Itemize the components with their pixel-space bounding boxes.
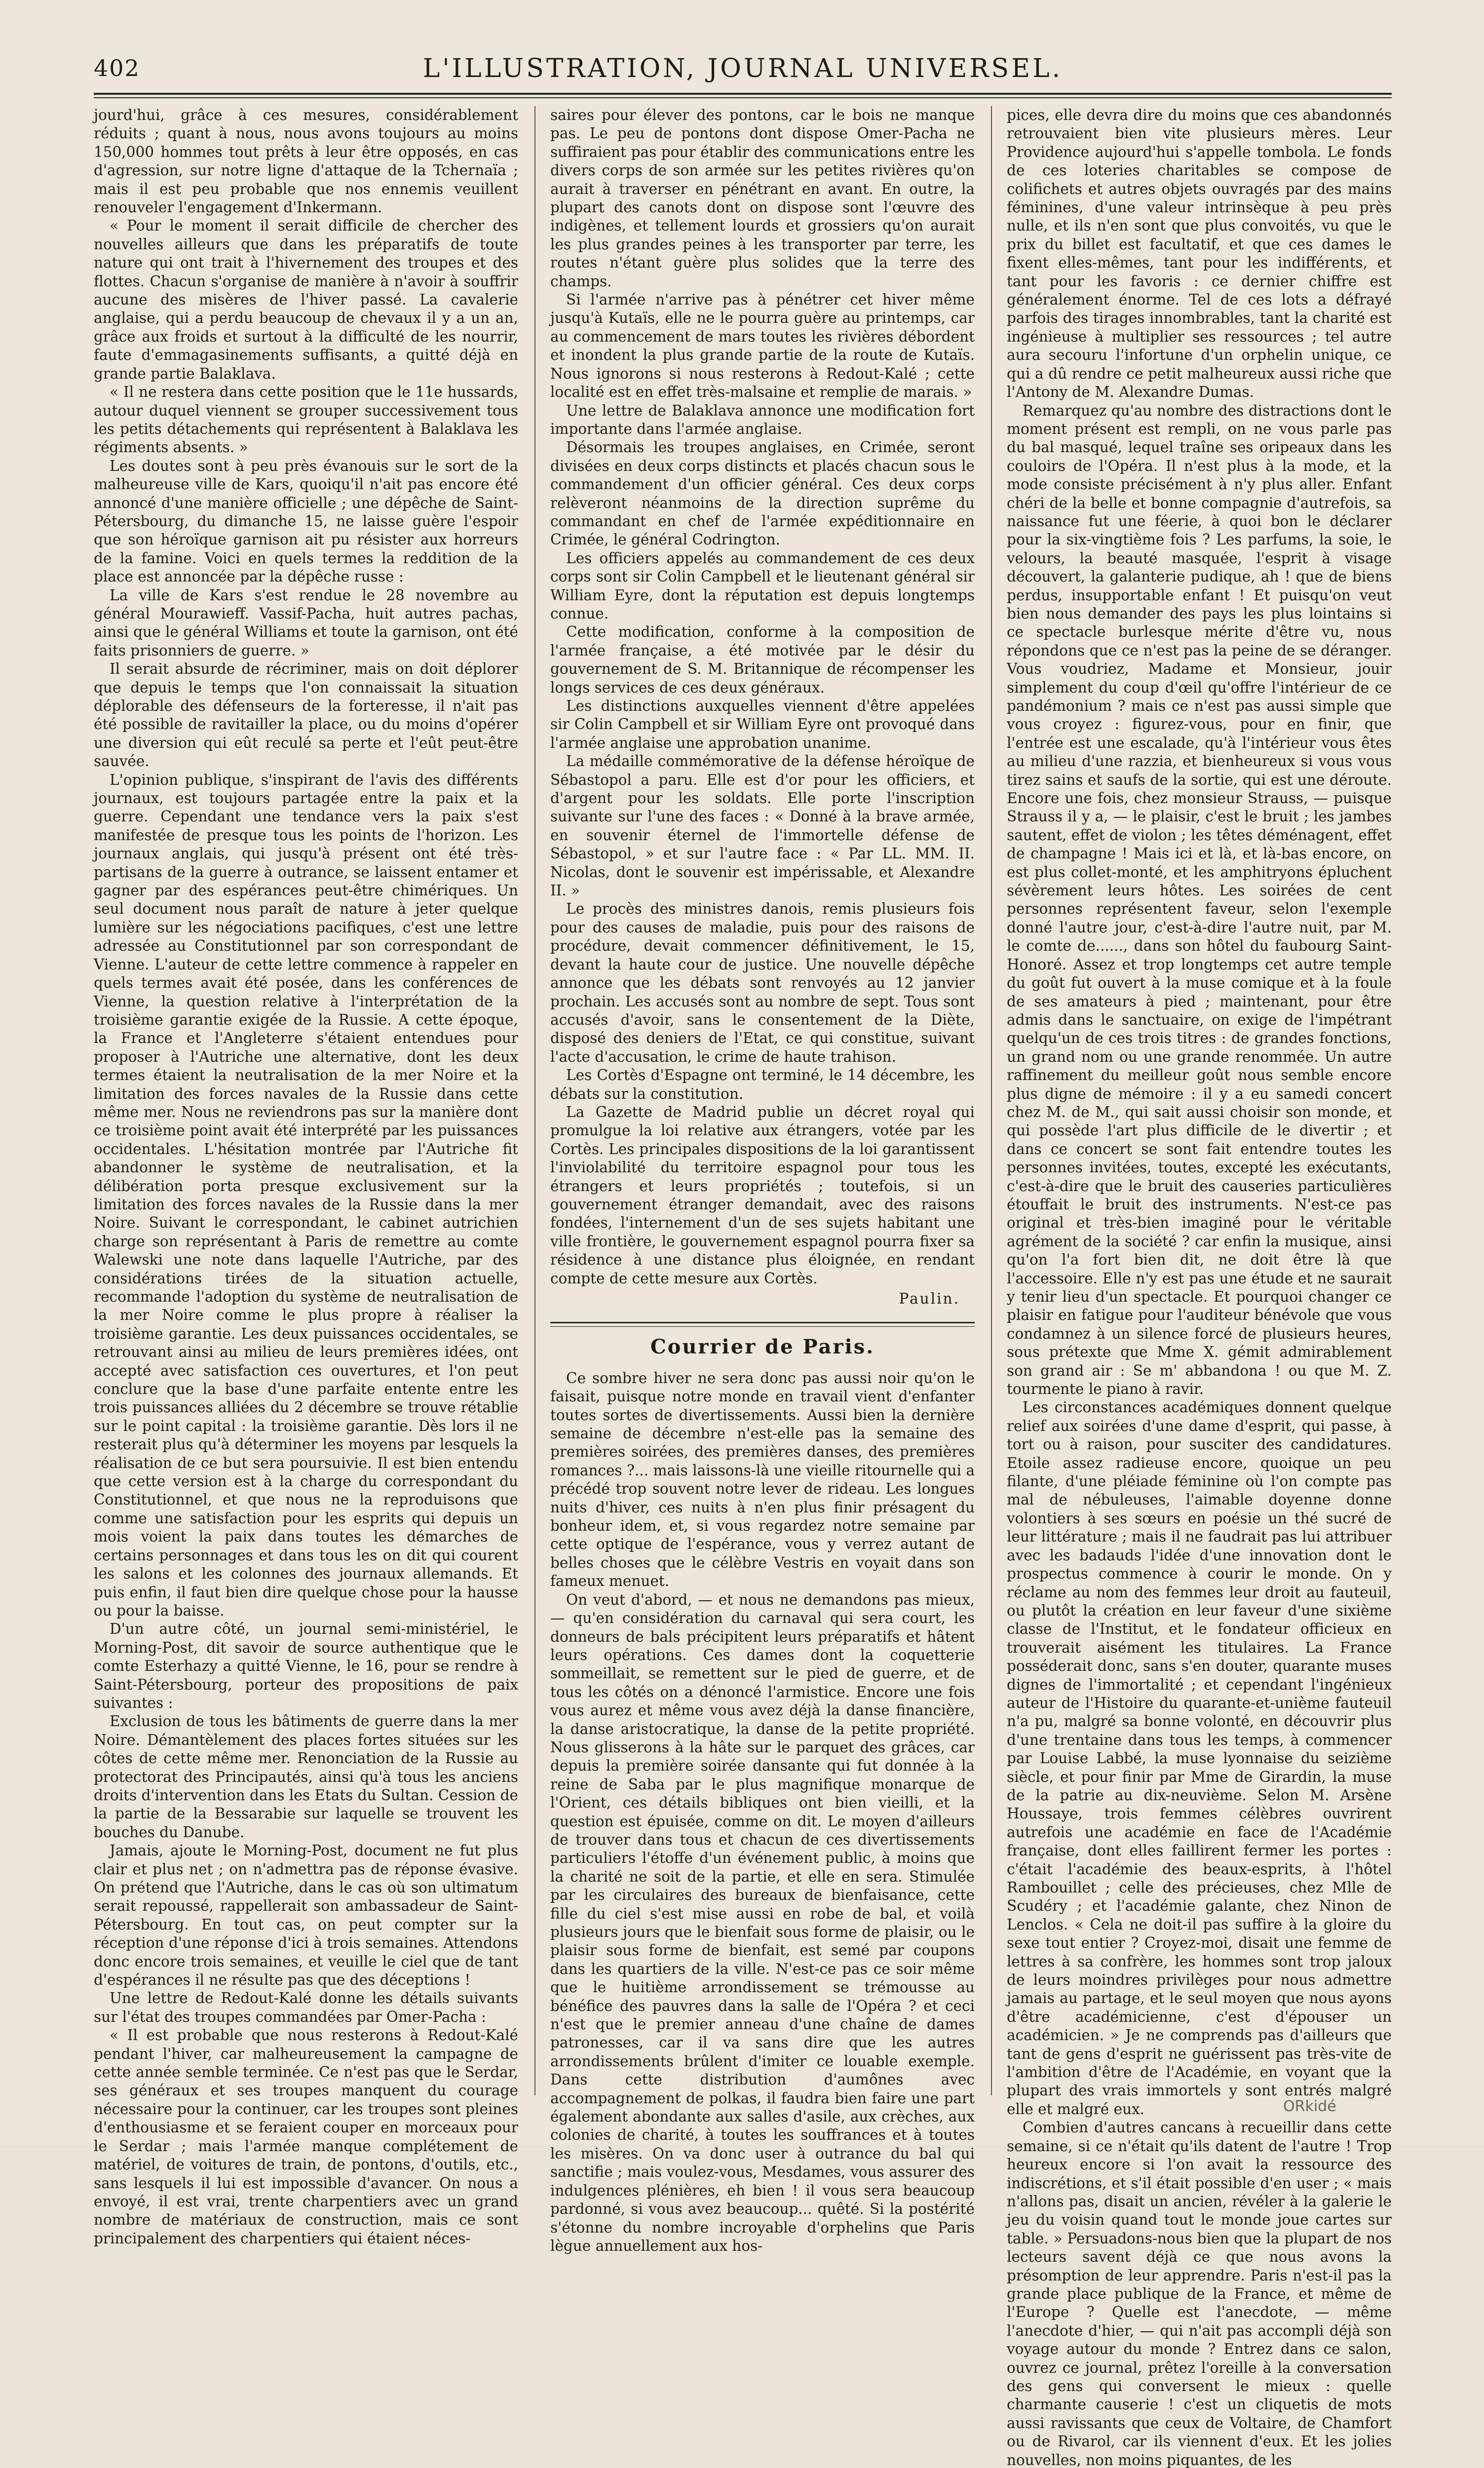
paragraph: Remarquez qu'au nombre des distractions dont le moment présent est rempli, on ne vous parle pas du bal masqué, lequel traîne ses oripeaux dans les couloirs de l'Opéra. Il n'est plus à la mode, et la mode consiste précisément à n'y plus aller. Enfant chéri de la belle et bonne compagnie d'autrefois, sa naissance fut une féerie, à quoi bon le déclarer pour la six-vingtième fois ? Les parfums, la soie, le velours, la beauté masquée, l'esprit à visage découvert, la galanterie pudique, ah ! que de biens perdus, insupportable enfant ! Et puisqu'on veut bien nous demander des pays les plus lointains si ce spectacle burlesque mérite d'être vu, nous répondons que ce n'est pas la peine de se déranger. Vous voudriez, Madame et Monsieur, jouir simplement du coup d'œil qu'offre l'intérieur de ce pandémonium ? mais ce n'est pas aussi simple que vous croyez : figurez-vous, pour en finir, que l'entrée est une escalade, qu'à l'intérieur vous êtes au milieu d'une razzia, et bienheureux si vous vous tirez sains et saufs de la sortie, qui est une déroute. Encore une fois, chez monsieur Strauss, — puisque Strauss il y a, — le plaisir, c'est le bruit ; les jambes sautent, effet de violon ; les têtes déménagent, effet de champagne ! Mais ici et là, et là-bas encore, on est plus collet-monté, et les amphitryons épluchent sévèrement leurs hôtes. Les soirées de cent personnes représentent faveur, selon l'exemple donné l'autre jour, c'est-à-dire l'autre nuit, par M. le comte de......, dans son hôtel du faubourg Saint-Honoré. Assez et trop longtemps cet autre temple du goût fut ouvert à la muse comique et à la foule de ses amateurs à pied ; maintenant, pour être admis dans le sanctuaire, on exige de l'impétrant quelqu'un de ces trois titres : de grandes fonctions, un grand nom ou une grande renommée. Un autre raffinement du meilleur goût nous semble encore plus digne de mémoire : il y a eu samedi concert chez M. de M., qui sait aussi choisir son monde, et qui possède l'art plus difficile de le divertir ; et dans ce concert se sont fait entendre toutes les personnes invitées, toutes, excepté les exécutants, c'est-à-dire que le bruit des causeries particulières étouffait le bruit des instruments. N'est-ce pas original et très-bien imaginé pour le véritable agrément de la société ? car enfin la musique, ainsi qu'on l'a fort bien dit, ne doit être là que l'accessoire. Elle n'y est pas une étude et ne saurait y tenir lieu d'un spectacle. Et pourquoi changer ce plaisir en fatigue pour l'auditeur bénévole que vous condamnez à un silence forcé de plusieurs heures, sous prétexte que Mme X. gémit admirablement son grand air : Se m' abbandona ! ou que M. Z. tourmente le piano à ravir. — [1007, 402, 1392, 1398]
page-header — [94, 52, 1392, 91]
paragraph: Jamais, ajoute le Morning-Post, document ne fut plus clair et plus net ; on n'admettra pas de réponse évasive. On prétend que l'Autriche, dans le cas où son ultimatum serait repoussé, rappellerait son ambassadeur de Saint-Pétersbourg. En tout cas, on peut compter sur la réception d'une réponse d'ici à trois semaines. Attendons donc encore trois semaines, et veuille le ciel que de tant d'espérances il ne résulte pas que des déceptions ! — [94, 1842, 518, 1989]
paragraph: Les officiers appelés au commandement de ces deux corps sont sir Colin Campbell et le lieutenant général sir William Eyre, dont la réputation est depuis longtemps connue. — [550, 549, 975, 622]
section-rule — [550, 1322, 975, 1327]
paragraph: On veut d'abord, — et nous ne demandons pas mieux, — qu'en considération du carnaval qui sera court, les donneurs de bals précipitent leurs préparatifs et hâtent leurs opérations. Ces dames dont la coquetterie sommeillait, se remettent sur le pied de guerre, et de tous les côtés on a dénoncé l'armistice. Encore une fois vous aurez et même vous avez déjà la danse financière, la danse aristocratique, la danse de la petite propriété. Nous glisserons à la hâte sur le parquet des grâces, car depuis la première soirée dansante qui fut donnée à la reine de Saba par le plus magnifique monarque de l'Orient, ces détails bibliques ont bien vieilli, et la question est épuisée, comme on dit. Le moyen d'ailleurs de trouver dans tous et chacun de ces divertissements particuliers l'étoffe d'un événement public, à moins que la charité ne soit de la partie, et elle en sera. Stimulée par les circulaires des bureaux de bienfaisance, cette fille du ciel s'est mise aussi en robe de bal, et voilà plusieurs jours que le bienfait sous forme de plaisir, ou le plaisir sous forme de bienfait, est semé par coupons dans les quartiers de la ville. N'est-ce pas ce soir même que le huitième arrondissement se trémousse au bénéfice des pauvres dans la salle de l'Opéra ? et ceci n'est que le premier anneau d'une chaîne de dames patronesses, car il va sans dire que les autres arrondissements brûlent d'imiter ce louable exemple. Dans cette distribution d'aumônes avec accompagnement de polkas, il faudra bien faire une part également abondante aux salles d'asile, aux crèches, aux colonies de charité, à toutes les souffrances et à toutes les misères. On va donc user à outrance du bal qui sanctifie ; mais voulez-vous, Mesdames, vous assurer des indulgences plénières, eh bien ! il vous sera beaucoup pardonné, si vous avez beaucoup... quêté. Si la postérité s'étonne du nombre incroyable d'orphelins que Paris lègue annuellement aux hos- — [550, 1591, 975, 2254]
paragraph: Désormais les troupes anglaises, en Crimée, seront divisées en deux corps distincts et placés chacun sous le commandement d'un officier général. Ces deux corps relèveront néanmoins de la direction suprême du commandant en chef de l'armée expéditionnaire en Crimée, le général Codrington. — [550, 439, 975, 548]
paragraph: Les doutes sont à peu près évanouis sur le sort de la malheureuse ville de Kars, quoiqu'il n'ait pas encore été annoncé d'une manière officielle ; une dépêche de Saint-Pétersbourg, du dimanche 15, ne laisse guère l'espoir que son héroïque garnison ait pu résister aux horreurs de la famine. Voici en quels termes la reddition de la place est annoncée par la dépêche russe : — [94, 457, 518, 585]
column-divider-1 — [534, 106, 535, 2095]
paragraph: « Il ne restera dans cette position que le 11e hussards, autour duquel viennent se grouper successivement tous les petits détachements qui représentent à Balaklava les régiments absents. » — [94, 384, 518, 456]
paragraph: Les circonstances académiques donnent quelque relief aux soirées d'une dame d'esprit, qui passe, à tort ou à raison, pour susciter des candidatures. Etoile assez radieuse encore, quoique un peu filante, d'une pléiade féminine où l'on compte pas mal de nébuleuses, l'aimable doyenne donne volontiers à ses sœurs en poésie un thé sucré de leur littérature ; mais il ne faudrait pas lui attribuer avec les badauds l'idée d'une innovation dont le prospectus commence à courir le monde. On y réclame au nom des femmes leur droit au fauteuil, ou plutôt la création en leur faveur d'une sixième classe de l'Institut, et le fondateur officieux en trouverait aisément les titulaires. La France posséderait donc, sans s'en douter, quarante muses dignes de l'immortalité ; et cependant l'ingénieux auteur de l'Histoire du quarante-et-unième fauteuil n'a pu, malgré sa bonne volonté, en découvrir plus d'une trentaine dans tous les temps, à commencer par Louise Labbé, la muse lyonnaise du seizième siècle, et pour finir par Mme de Girardin, la muse de la patrie au dix-neuvième. Selon M. Arsène Houssaye, trois femmes célèbres ouvrirent autrefois une académie en face de l'Académie française, dont elles faillirent fermer les portes : c'était l'académie des beaux-esprits, à l'hôtel Rambouillet ; celle des précieuses, chez Mlle de Scudéry ; et l'académie galante, chez Ninon de Lenclos. « Cela ne doit-il pas suffire à la gloire du sexe tout entier ? Croyez-moi, disait une femme de lettres à sa confrère, les hommes sont trop jaloux de leurs moindres privilèges pour nous admettre jamais au partage, et le seul moyen que nous ayons d'être académicienne, c'est d'épouser un académicien. » Je ne comprends pas d'ailleurs que tant de gens d'esprit ne guérissent pas très-vite de l'ambition d'être de l'Académie, en voyant que la plupart des vrais immortels y sont entrés malgré elle et malgré eux. — [1007, 1399, 1392, 2118]
paragraph: Exclusion de tous les bâtiments de guerre dans la mer Noire. Démantèlement des places fortes situées sur les côtes de cette même mer. Renonciation de la Russie au protectorat des Principautés, ainsi qu'à tous les anciens droits d'intervention dans les Etats du Sultan. Cession de la partie de la Bessarabie sur laquelle se trouvent les bouches du Danube. — [94, 1713, 519, 1841]
paragraph: « Il est probable que nous resterons à Redout-Kalé pendant l'hiver, car malheureusement la campagne de cette année semble terminée. Ce n'est pas que le Serdar, ses généraux et ses troupes manquent du courage nécessaire pour la continuer, car les troupes sont pleines d'enthousiasme et se feraient couper en morceaux pour le Serdar ; mais l'armée manque complétement de matériel, de voitures de train, de pontons, d'outils, etc., sans lesquels il lui est impossible d'avancer. On nous a envoyé, il est vrai, trente charpentiers avec un grand nombre de matériaux de construction, mais ce sont principalement des charpentiers qui étaient néces- — [94, 2027, 518, 2247]
paragraph: La médaille commémorative de la défense héroïque de Sébastopol a paru. Elle est d'or pour les officiers, et d'argent pour les soldats. Elle porte l'inscription suivante sur l'une des faces : « Donné à la brave armée, en souvenir éternel de l'immortelle défense de Sébastopol, » et sur l'autre face : « Par LL. MM. II. Nicolas, dont le souvenir est impérissable, et Alexandre II. » — [550, 753, 975, 899]
paragraph: Les distinctions auxquelles viennent d'être appelées sir Colin Campbell et sir William Eyre ont provoqué dans l'armée anglaise une approbation unanime. — [550, 697, 975, 751]
page-number: 402 — [94, 55, 140, 81]
watermark: ORkidé — [1283, 2098, 1336, 2115]
paragraph: Ce sombre hiver ne sera donc pas aussi noir qu'on le faisait, puisque notre monde en travail vient d'enfanter toutes sortes de divertissements. Aussi bien la dernière semaine de décembre n'est-elle pas la semaine des premières soirées, des premières danses, des premières romances ?... mais laissons-là une vieille ritournelle qui a précédé trop souvent notre lever de rideau. Les longues nuits d'hiver, ces nuits à n'en plus finir présagent du bonheur idem, et, si vous regardez notre semaine par cette optique de l'espérance, vous y verrez autant de belles choses que le célèbre Vestris en voyait dans son fameux menuet. — [550, 1369, 975, 1590]
paragraph: La ville de Kars s'est rendue le 28 novembre au général Mourawieff. Vassif-Pacha, huit autres pachas, ainsi que le général Williams et toute la garnison, ont été faits prisonniers de guerre. » — [94, 586, 518, 659]
paragraph: Combien d'autres cancans à recueillir dans cette semaine, si ce n'était qu'ils datent de l'autre ! Trop heureux encore si l'on avait la ressource des indiscrétions, et s'il était possible d'en user ; « mais n'allons pas, disait un ancien, révéler à la galerie le jeu du voisin quand tout le monde joue cartes sur table. » Persuadons-nous bien que la plupart de nos lecteurs savent déjà ce que nous avons la présomption de leur apprendre. Paris n'est-il pas la grande place publique de la France, et même de l'Europe ? Quelle est l'anecdote, — même l'anecdote d'hier, — qui n'ait pas accompli déjà son voyage autour du monde ? Entrez dans ce salon, ouvrez ce journal, prêtez l'oreille à la conversation des gens qui conversent le mieux : quelle charmante causerie ! c'est un cliquetis de mots aussi ravissants que ceux de Voltaire, de Chamfort ou de Rivarol, car ils viennent d'eux. Et les jolies nouvelles, non moins piquantes, de les — [1007, 2119, 1392, 2468]
paragraph: La Gazette de Madrid publie un décret royal qui promulgue la loi relative aux étrangers, votée par les Cortès. Les principales dispositions de la loi garantissent l'inviolabilité du territoire espagnol pour tous les étrangers et leurs propriétés ; toutefois, si un gouvernement étranger demandait, avec des raisons fondées, l'internement d'un de ses sujets habitant une ville frontière, le gouvernement espagnol pourra fixer sa résidence à une distance plus éloignée, en rendant compte de cette mesure aux Cortès. — [550, 1103, 975, 1287]
header-rule-thin — [94, 97, 1392, 98]
paragraph: L'opinion publique, s'inspirant de l'avis des différents journaux, est toujours partagée entre la paix et la guerre. Cependant une tendance vers la paix s'est manifestée de presque tous les points de l'horizon. Les journaux anglais, qui jusqu'à présent ont été très-partisans de la guerre à outrance, se laissent entamer et gagner par des espérances peut-être chimériques. Un seul document nous paraît de nature à jeter quelque lumière sur les négociations pacifiques, c'est une lettre adressée au Constitutionnel par son correspondant de Vienne. L'auteur de cette lettre commence à rappeler en quels termes avait été posée, dans les conférences de Vienne, la question relative à l'interprétation de la troisième garantie exigée de la Russie. A cette époque, la France et l'Angleterre s'étaient entendues pour proposer à l'Autriche une alternative, dont les deux termes étaient la neutralisation de la mer Noire et la limitation des forces navales de la Russie dans cette même mer. Nous ne reviendrons pas sur la manière dont ce troisième point avait été interprété par les puissances occidentales. L'hésitation montrée par l'Autriche fit abandonner le système de neutralisation, et la délibération porta presque exclusivement sur la limitation des forces navales de la Russie dans la mer Noire. Suivant le correspondant, le cabinet autrichien charge son représentant à Paris de remettre au comte Walewski une note dans laquelle l'Autriche, par des considérations tirées de la situation actuelle, recommande l'adoption du système de neutralisation de la mer Noire comme le plus propre à réaliser la troisième garantie. Les deux puissances occidentales, se retrouvant ainsi au milieu de leurs premières idées, ont accepté avec satisfaction ces ouvertures, et l'on peut conclure que la base d'une parfaite entente entre les trois puissances alliées du 2 décembre se trouve rétablie sur le point capital : la troisième garantie. Dès lors il ne resterait plus qu'à déterminer les moyens par lesquels la réalisation de ce but sera poursuivie. Il est bien entendu que cette version est à la charge du correspondant du Constitutionnel, et que nous ne la reproduisons que comme une satisfaction pour les esprits qui depuis un mois voient la paix dans toutes les démarches de certains personnages et dans tous les on dit qui courent les salons et les colonnes des journaux allemands. Et puis enfin, il faut bien dire quelque chose pour la hausse ou pour la baisse. — [94, 771, 518, 1619]
paragraph: pices, elle devra dire du moins que ces abandonnés retrouvaient bien vite plusieurs mères. Leur Providence aujourd'hui s'appelle tombola. Le fonds de ces loteries charitables se compose de colifichets et autres objets ouvragés par des mains féminines, d'une valeur intrinsèque à peu près nulle, et ils n'en sont que plus convoités, vu que le prix du billet est facultatif, et que ces dames le fixent elles-mêmes, tant pour les indifférents, et tant pour les favoris : ce dernier chiffre est généralement énorme. Tel de ces lots a défrayé parfois des tirages innombrables, tant la charité est ingénieuse à multiplier ses ressources ; tel autre aura secouru l'infortune d'un orphelin unique, ce qui a dû rendre ce petit malheureux aussi riche que l'Antony de M. Alexandre Dumas. — [1007, 107, 1392, 401]
paragraph: Il serait absurde de récriminer, mais on doit déplorer que depuis le temps que l'on connaissait la situation déplorable des défenseurs de la forteresse, il n'ait pas été possible de ravitailler la place, ou du moins d'opérer une diversion qui eût reculé sa perte et l'eût peut-être sauvée. — [94, 660, 518, 770]
section-title: Courrier de Paris. — [650, 1335, 875, 1359]
paragraph: Le procès des ministres danois, remis plusieurs fois pour des causes de maladie, puis pour des raisons de procédure, devait commencer définitivement, le 15, devant la haute cour de justice. Une nouvelle dépêche annonce que les débats sont renvoyés au 12 janvier prochain. Les accusés sont au nombre de sept. Tous sont accusés d'avoir, sans le consentement de la Diète, disposé des deniers de l'Etat, ce qui constitue, suivant l'acte d'accusation, le crime de haute trahison. — [550, 900, 975, 1065]
paragraph: saires pour élever des pontons, car le bois ne manque pas. Le peu de pontons dont dispose Omer-Pacha ne suffiraient pas pour établir des communications entre les divers corps de son armée sur les petites rivières qu'on aurait à traverser en pénétrant en avant. En outre, la plupart des canots dont on dispose sont l'œuvre des indigènes, et tellement lourds et grossiers qu'on aurait les plus grandes peines à les transporter par terre, les routes n'étant guère plus solides que la terre des champs. — [550, 107, 975, 290]
paragraph: Cette modification, conforme à la composition de l'armée française, a été motivée par le désir du gouvernement de S. M. Britannique de récompenser les longs services de ces deux généraux. — [550, 623, 975, 696]
paragraph: Si l'armée n'arrive pas à pénétrer cet hiver même jusqu'à Kutaïs, elle ne le pourra guère au printemps, car au commencement de mars toutes les rivières débordent et inondent la plus grande partie de la route de Kutaïs. Nous ignorons si nous resterons à Redout-Kalé ; cette localité est en effet très-malsaine et remplie de marais. » — [550, 291, 975, 401]
journal-title: L'ILLUSTRATION, JOURNAL UNIVERSEL. — [422, 54, 1063, 83]
paragraph: jourd'hui, grâce à ces mesures, considérablement réduits ; quant à nous, nous avons toujours au moins 150,000 hommes tout prêts à leur être opposés, en cas d'agression, sur notre ligne d'attaque de la Tchernaïa ; mais il est peu probable que nos ennemis veuillent renouveler l'engagement d'Inkermann. — [94, 107, 518, 216]
paragraph: Une lettre de Balaklava annonce une modification fort importante dans l'armée anglaise. — [550, 402, 975, 437]
column-divider-2 — [991, 106, 992, 2095]
column-2 — [550, 106, 975, 2254]
column-1 — [94, 106, 519, 2247]
signature: Paulin. — [899, 1290, 960, 1307]
paragraph: Les Cortès d'Espagne ont terminé, le 14 décembre, les débats sur la constitution. — [550, 1067, 975, 1102]
paragraph: « Pour le moment il serait difficile de chercher des nouvelles ailleurs que dans les préparatifs de toute nature qui ont trait à l'hivernement des troupes et des flottes. Chacun s'organise de manière à n'avoir à souffrir aucune des misères de l'hiver passé. La cavalerie anglaise, qui a perdu beaucoup de chevaux il y a un an, grâce aux froids et surtout à la difficulté de les nourrir, faute d'emmagasinements suffisants, a quitté déjà en grande partie Balaklava. — [94, 217, 518, 382]
paragraph: Une lettre de Redout-Kalé donne les détails suivants sur l'état des troupes commandées par Omer-Pacha : — [94, 1990, 518, 2025]
header-rule — [94, 93, 1392, 95]
paragraph: D'un autre côté, un journal semi-ministériel, le Morning-Post, dit savoir de source authentique que le comte Esterhazy a quitté Vienne, le 16, pour se rendre à Saint-Pétersbourg, porteur des propositions de paix suivantes : — [94, 1620, 518, 1711]
